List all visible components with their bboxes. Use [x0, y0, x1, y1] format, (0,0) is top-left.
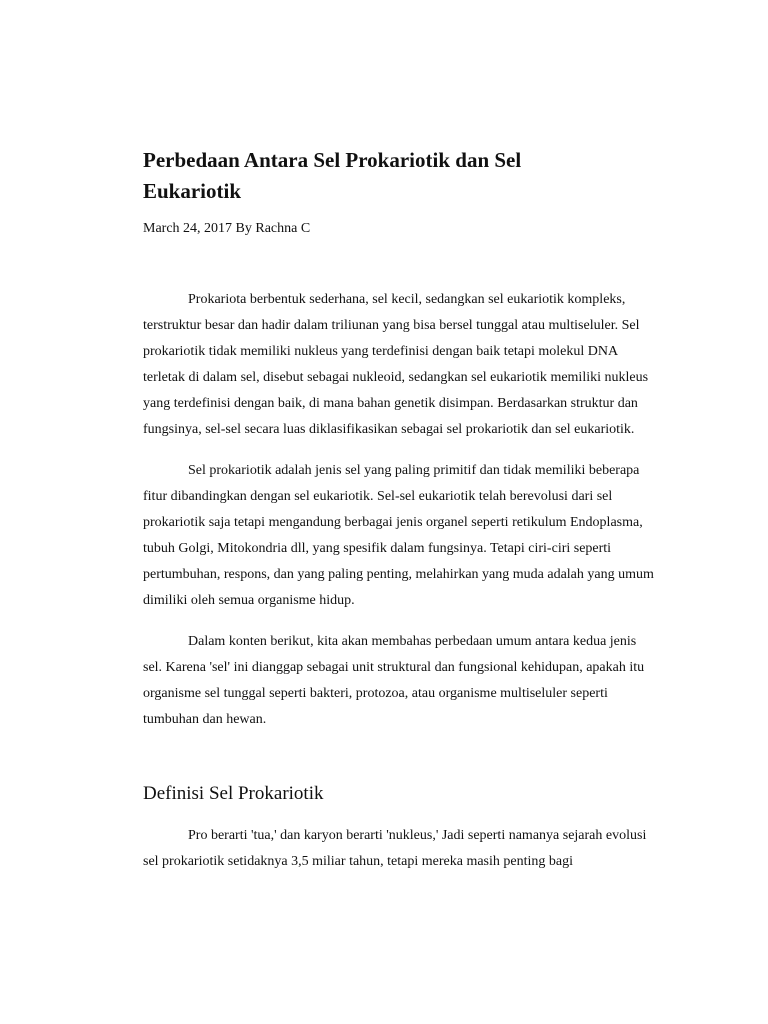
text-line: evolusi sel prokariotik setidaknya 3,5 miliar tahun, tetapi mereka masih penting bagi	[143, 828, 647, 869]
article-title	[143, 145, 658, 207]
article	[143, 145, 658, 890]
text-line: Sel prokariotik adalah jenis sel yang paling primitif dan tidak memiliki	[188, 463, 586, 478]
text-line: dari sel prokariotik saja tetapi mengandung berbagai jenis organel seperti retikulum	[143, 489, 613, 530]
text-line: Berdasarkan struktur dan fungsinya, sel-sel secara luas diklasifikasikan sebagai sel	[143, 396, 638, 437]
text-line: Dalam konten berikut, kita akan membahas perbedaan umum antara kedua	[188, 634, 607, 649]
article-meta: March 24, 2017 By Rachna C	[143, 221, 311, 236]
text-line: ciri-ciri seperti pertumbuhan, respons, dan yang paling penting, melahirkan yang	[143, 541, 612, 582]
text-line: terstruktur besar dan hadir dalam triliunan yang bisa bersel tunggal atau multiseluler.	[143, 318, 619, 333]
text-line: Pro berarti 'tua,' dan karyon berarti 'nukleus,' Jadi seperti namanya sejarah	[188, 828, 603, 843]
paragraph-1	[143, 287, 658, 443]
text-line: prokariotik dan sel eukariotik.	[465, 422, 635, 437]
paragraph-2	[143, 458, 658, 614]
text-line: apakah itu organisme sel tunggal seperti bakteri, protozoa, atau organisme	[143, 660, 645, 701]
text-line: Endoplasma, tubuh Golgi, Mitokondria dll, yang spesifik dalam fungsinya. Tetapi	[143, 515, 643, 556]
title-line: Eukariotik	[143, 179, 242, 203]
text-line: Prokariota berbentuk sederhana, sel kecil, sedangkan sel eukariotik kompleks,	[188, 292, 626, 307]
text-line: Sel prokariotik tidak memiliki nukleus yang terdefinisi dengan baik tetapi molekul	[143, 318, 640, 359]
section-paragraph	[143, 823, 658, 875]
section-heading: Definisi Sel Prokariotik	[143, 783, 324, 804]
text-line: DNA terletak di dalam sel, disebut sebagai nukleoid, sedangkan sel eukariotik	[143, 344, 618, 385]
text-line: muda adalah yang umum dimiliki oleh semua organisme hidup.	[143, 567, 654, 608]
text-line: multiseluler seperti tumbuhan dan hewan.	[143, 686, 608, 727]
text-line: beberapa fitur dibandingkan dengan sel eukariotik. Sel-sel eukariotik telah berevolusi	[143, 463, 640, 504]
paragraph-3	[143, 629, 658, 733]
article-body	[143, 287, 658, 875]
title-line: Perbedaan Antara Sel Prokariotik dan Sel	[143, 148, 522, 172]
text-line: jenis sel. Karena 'sel' ini dianggap sebagai unit struktural dan fungsional kehidupan,	[143, 634, 637, 675]
text-line: memiliki nukleus yang terdefinisi dengan baik, di mana bahan genetik disimpan.	[143, 370, 649, 411]
